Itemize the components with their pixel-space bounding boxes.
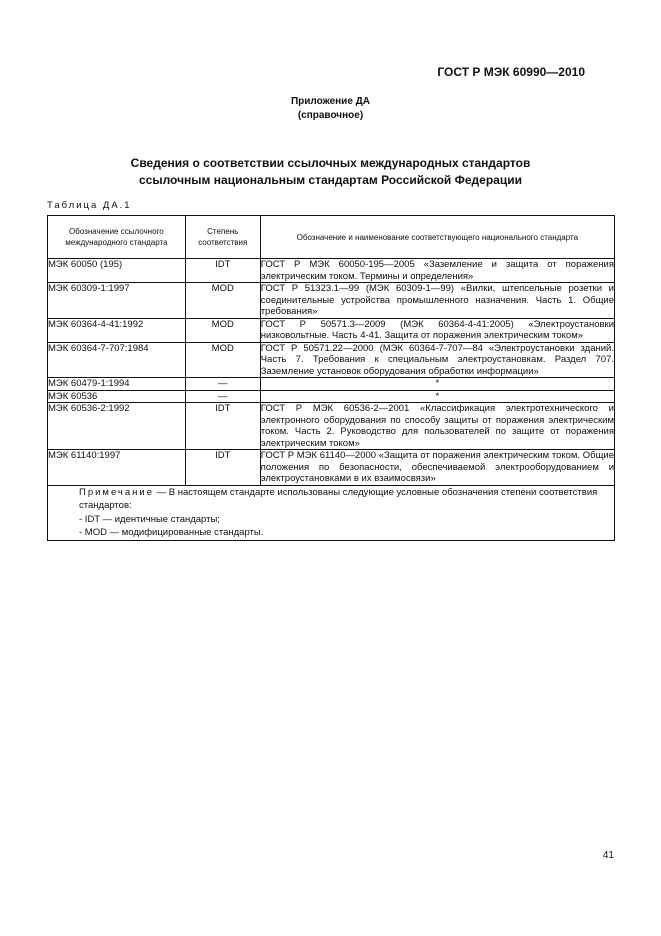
table-row bbox=[48, 259, 615, 283]
note-item-idt: - IDT — идентичные стандарты; bbox=[79, 513, 220, 525]
table-row bbox=[48, 342, 615, 378]
page-title bbox=[0, 155, 661, 189]
note-text bbox=[48, 486, 614, 513]
document-code: ГОСТ Р МЭК 60990—2010 bbox=[437, 65, 585, 79]
table-row bbox=[48, 318, 615, 342]
cell-national-standard: * bbox=[260, 390, 614, 403]
cell-international-standard: МЭК 60364-7-707:1984 bbox=[48, 342, 186, 378]
correspondence-table bbox=[47, 215, 615, 541]
cell-international-standard: МЭК 60536 bbox=[48, 390, 186, 403]
appendix-name: Приложение ДА bbox=[290, 96, 371, 107]
cell-degree: — bbox=[185, 390, 260, 403]
cell-national-standard: ГОСТ Р 50571.22—2000 (МЭК 60364-7-707—84 «Электроустановки зданий. Часть 7. Требования к специальным электроустановкам. Раздел 707. Заземление установок оборудования обработки информации» bbox=[260, 342, 614, 377]
appendix-heading bbox=[0, 95, 661, 123]
cell-degree: — bbox=[185, 378, 260, 391]
page-title-line-2: ссылочным национальным стандартам Российской Федерации bbox=[139, 173, 522, 187]
note-body: — В настоящем стандарте использованы следующие условные обозначения степени соответствия стандартов: bbox=[79, 486, 598, 511]
table-note bbox=[48, 485, 615, 540]
table-row bbox=[48, 450, 615, 486]
cell-national-standard: ГОСТ Р МЭК 60536-2—2001 «Классификация электротехнического и электронного оборудования по способу защиты от поражения электрическим током. Часть 2. Руководство для пользователей по защите от поражения электрическим током» bbox=[260, 403, 614, 449]
cell-national-standard: ГОСТ Р 50571.3—2009 (МЭК 60364-4-41:2005) «Электроустановки низковольтные. Часть 4-41. Защита от поражения электрическим током» bbox=[260, 318, 614, 341]
cell-degree: MOD bbox=[185, 283, 260, 319]
table-note-row bbox=[48, 485, 615, 540]
table-row bbox=[48, 378, 615, 391]
table-row bbox=[48, 403, 615, 450]
note-item-mod: - MOD — модифицированные стандарты. bbox=[79, 527, 264, 538]
cell-international-standard: МЭК 61140:1997 bbox=[48, 450, 186, 486]
cell-national-standard: ГОСТ Р 51323.1—99 (МЭК 60309-1—99) «Вилки, штепсельные розетки и соединительные устройства промышленного назначения. Часть 1. Общие требования» bbox=[260, 283, 614, 317]
column-header-degree: Степень соответствия bbox=[185, 216, 260, 259]
cell-international-standard: МЭК 60479-1:1994 bbox=[48, 378, 186, 391]
table-header-row bbox=[48, 216, 615, 259]
page-number: 41 bbox=[602, 850, 614, 861]
cell-degree: MOD bbox=[185, 342, 260, 378]
table-label: Таблица ДА.1 bbox=[47, 200, 132, 211]
cell-national-standard: ГОСТ Р МЭК 61140—2000 «Защита от поражения электрическим током. Общие положения по безопасности, обеспечиваемой электрооборудованием и электроустановками в их взаимосвязи» bbox=[260, 450, 614, 484]
cell-international-standard: МЭК 60050 (195) bbox=[48, 259, 186, 283]
page-title-line-1: Сведения о соответствии ссылочных международных стандартов bbox=[130, 156, 531, 170]
cell-degree: IDT bbox=[185, 259, 260, 283]
table-row bbox=[48, 283, 615, 319]
appendix-kind: (справочное) bbox=[297, 110, 364, 121]
cell-degree: MOD bbox=[185, 318, 260, 342]
cell-international-standard: МЭК 60309-1:1997 bbox=[48, 283, 186, 319]
column-header-international: Обозначение ссылочного международного стандарта bbox=[48, 216, 186, 259]
cell-degree: IDT bbox=[185, 403, 260, 450]
cell-national-standard: ГОСТ Р МЭК 60050-195—2005 «Заземление и защита от поражения электрическим током. Термины и определения» bbox=[260, 259, 614, 282]
cell-international-standard: МЭК 60536-2:1992 bbox=[48, 403, 186, 450]
cell-degree: IDT bbox=[185, 450, 260, 486]
cell-national-standard: * bbox=[260, 378, 614, 391]
table-row bbox=[48, 390, 615, 403]
cell-international-standard: МЭК 60364-4-41:1992 bbox=[48, 318, 186, 342]
column-header-national: Обозначение и наименование соответствующего национального стандарта bbox=[260, 216, 614, 259]
note-label: Примечание bbox=[79, 486, 154, 498]
